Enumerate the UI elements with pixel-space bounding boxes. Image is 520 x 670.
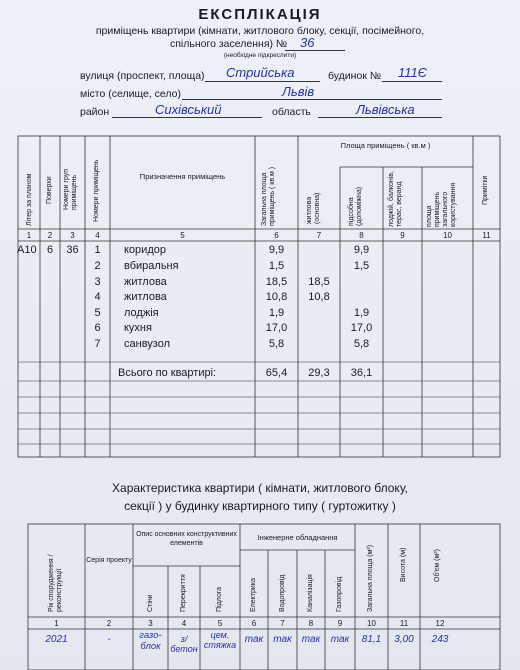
hdr2-electric: Електрика xyxy=(250,578,257,612)
row-living: 10,8 xyxy=(308,291,330,303)
hdr2-water: Водопровід xyxy=(279,574,286,612)
colnum-2: 2 xyxy=(47,231,53,240)
region-label: область xyxy=(272,106,311,118)
characteristic-title-2: секції ) у будинку квартирного типу ( гуртожитку ) xyxy=(124,499,396,513)
colnum2-7: 7 xyxy=(280,619,285,628)
hdr2-height: Висота (м) xyxy=(400,547,407,582)
hdr2-walls: Стіни xyxy=(147,594,154,612)
colnum-11: 11 xyxy=(482,231,491,240)
colnum-3: 3 xyxy=(70,231,75,240)
hdr2-year: Рік спорудження / реконструкції xyxy=(48,554,63,612)
total-area: 65,4 xyxy=(265,367,288,379)
building-label: будинок № xyxy=(328,70,382,82)
row-total: 5,8 xyxy=(268,338,285,350)
hdr2-series: Серія проекту xyxy=(86,557,132,564)
hdr2-sewer: Каналізація xyxy=(307,574,314,612)
hdr-purpose: Призначення приміщень xyxy=(139,172,226,181)
hdr-group-no: Номери груп приміщень xyxy=(63,168,78,210)
value-year: 2021 xyxy=(45,634,68,645)
value-total-area: 81,1 xyxy=(361,634,382,645)
hdr2-floor-cover: Підлога xyxy=(216,586,223,612)
row-name: вбиральня xyxy=(124,260,179,272)
colnum2-2: 2 xyxy=(106,619,112,628)
total-aux: 36,1 xyxy=(350,367,373,379)
value-floors: з/бетон xyxy=(170,634,198,654)
value-sewer: так xyxy=(301,634,321,645)
document-title: ЕКСПЛІКАЦІЯ xyxy=(198,6,322,23)
row-living: 18,5 xyxy=(308,276,330,288)
colnum-9: 9 xyxy=(400,231,405,240)
colnum-5: 5 xyxy=(180,231,185,240)
row-no: 1 xyxy=(94,244,101,256)
value-electric: так xyxy=(244,634,264,645)
region-value: Львівська xyxy=(356,102,415,117)
colnum2-11: 11 xyxy=(399,619,409,628)
row-no: 3 xyxy=(94,276,101,288)
hdr2-floors: Перекриття xyxy=(180,574,187,612)
value-water: так xyxy=(273,634,292,645)
hdr-notes: Примітки xyxy=(482,175,489,205)
city-value: Львів xyxy=(282,84,315,99)
district-label: район xyxy=(80,106,110,118)
row-total: 1,5 xyxy=(268,260,285,272)
total-living: 29,3 xyxy=(308,367,330,379)
row-total: 17,0 xyxy=(265,322,288,334)
row-name: кухня xyxy=(124,322,152,334)
hdr2-total-area: Загальна площа (м²) xyxy=(367,544,374,612)
colnum-7: 7 xyxy=(316,231,322,240)
colnum2-12: 12 xyxy=(435,619,445,628)
row-no: 7 xyxy=(94,338,101,350)
apartment-number: 36 xyxy=(300,35,315,50)
row-aux: 9,9 xyxy=(353,244,370,256)
colnum2-8: 8 xyxy=(308,619,314,628)
value-floor-cover: цем. стяжка xyxy=(203,630,237,650)
row-total: 9,9 xyxy=(268,244,285,256)
value-height: 3,00 xyxy=(394,634,414,645)
row-no: 2 xyxy=(94,260,101,272)
colnum-8: 8 xyxy=(359,231,364,240)
row-total: 18,5 xyxy=(265,276,288,288)
row-aux: 1,9 xyxy=(353,307,370,319)
colnum2-10: 10 xyxy=(367,619,376,628)
hdr2-eng-group: Інженерне обладнання xyxy=(257,533,338,542)
colnum2-5: 5 xyxy=(217,619,223,628)
colnum2-3: 3 xyxy=(148,619,153,628)
hdr2-volume: Об'єм (м³) xyxy=(434,549,441,582)
colnum-4: 4 xyxy=(95,231,100,240)
floor-value: 6 xyxy=(46,244,54,256)
building-value: 111Є xyxy=(398,65,427,80)
hdr-litera: Літер за планом xyxy=(26,173,33,226)
characteristic-title-1: Характеристика квартири ( кімнати, житлового блоку, xyxy=(112,481,408,495)
value-volume: 243 xyxy=(431,634,449,645)
hdr-loggias: лоджій, балконів, терас, веранд xyxy=(388,171,403,227)
hdr2-gas: Газопровід xyxy=(336,576,343,612)
district-value: Сихівський xyxy=(155,102,222,117)
hdr-auxiliary: підсобна (допоміжна) xyxy=(348,186,363,226)
litera-value: А10 xyxy=(17,244,37,256)
hdr-area-group: Площа приміщень ( кв.м ) xyxy=(340,141,431,150)
value-walls: газо-блок xyxy=(139,630,162,652)
colnum-10: 10 xyxy=(443,231,452,240)
street-value: Стрийська xyxy=(226,65,295,80)
colnum2-9: 9 xyxy=(337,619,343,628)
row-name: житлова xyxy=(124,276,167,288)
row-aux: 1,5 xyxy=(353,260,370,272)
colnum2-1: 1 xyxy=(54,619,59,628)
row-name: житлова xyxy=(124,291,167,303)
row-name: коридор xyxy=(124,244,166,256)
total-label: Всього по квартирі: xyxy=(118,367,217,379)
colnum2-4: 4 xyxy=(181,619,187,628)
hdr-floor: Поверхи xyxy=(46,176,53,204)
colnum2-6: 6 xyxy=(251,619,257,628)
note: (необхідне підкреслити) xyxy=(223,52,297,59)
value-gas: так xyxy=(330,634,350,645)
hdr-common: площа приміщень загального користування xyxy=(426,182,457,227)
hdr-living: житлова (основна) xyxy=(306,192,321,224)
colnum-1: 1 xyxy=(26,231,32,240)
row-no: 5 xyxy=(94,307,101,319)
value-series: - xyxy=(107,634,111,645)
hdr-total-area: Загальна площа приміщень ( кв.м ) xyxy=(261,166,276,226)
row-total: 1,9 xyxy=(268,307,285,319)
subtitle-line2: спільного заселення) № xyxy=(170,38,288,50)
row-no: 6 xyxy=(94,322,101,334)
row-no: 4 xyxy=(94,291,101,303)
row-aux: 17,0 xyxy=(350,322,373,334)
hdr2-constr-group: Опис основних конструктивних елементів xyxy=(136,531,237,547)
row-name: лоджія xyxy=(124,307,159,319)
hdr-room-no: Номери приміщень xyxy=(93,159,100,222)
street-label: вулиця (проспект, площа) xyxy=(80,70,205,82)
row-name: санвузол xyxy=(124,338,171,350)
group-value: 36 xyxy=(66,244,79,256)
row-total: 10,8 xyxy=(265,291,288,303)
subtitle-line1: приміщень квартири (кімнати, житлового блоку, секції, посімейного, xyxy=(95,25,425,37)
colnum-6: 6 xyxy=(274,231,279,240)
city-label: місто (селище, село) xyxy=(80,88,181,100)
row-aux: 5,8 xyxy=(353,338,370,350)
